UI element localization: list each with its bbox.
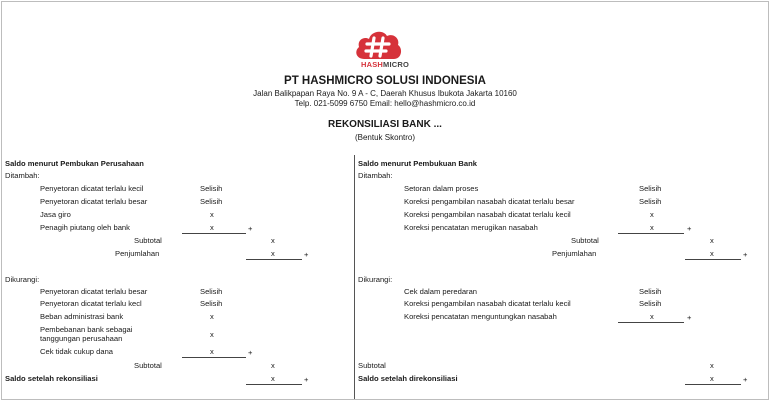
right-sub-item-label: Koreksi pencatatan menguntungkan nasabah [404,312,557,321]
left-add-item-value: Selisih [200,184,223,193]
left-final-value: x [271,374,275,383]
brand-hash: HASH [360,60,384,69]
left-subtotal-label: Subtotal [134,236,162,245]
right-sub-item-label: Koreksi pengambilan nasabah dicatat terlalu kecil [404,299,571,308]
brand-wordmark [344,60,426,69]
left-sub-item-label: tanggungan perusahaan [40,334,123,343]
left-subtotal2-value: x [271,361,275,370]
left-add-item-value: Selisih [200,197,223,206]
company-address: Jalan Balikpapan Raya No. 9 A - C, Daerah Khusus Ibukota Jakarta 10160 [253,89,517,98]
left-sub-item-value: Selisih [200,299,223,308]
left-sub-item-label: Penyetoran dicatat terlalu kecl [40,299,142,308]
left-add-item-label: Penyetoran dicatat terlalu kecil [40,184,144,193]
right-add-item-label: Koreksi pengambilan nasabah dicatat terlalu kecil [404,210,571,219]
company-contact: Telp. 021-5099 6750 Email: hello@hashmicro.co.id [294,99,476,108]
right-sum-value: x [710,249,714,258]
left-sub-item-label: Pembebanan bank sebagai [40,325,133,334]
right-final-value: x [710,374,714,383]
right-heading: Saldo menurut Pembukuan Bank [358,159,477,168]
left-sub-item-value: x [210,347,214,356]
right-sum-underline [685,259,741,260]
right-sub-plus: + [687,313,692,322]
brand-micro: MICRO [383,60,410,69]
left-sub-item-value: x [210,330,214,339]
left-add-item-value: x [210,210,214,219]
left-sum-label: Penjumlahan [115,249,160,258]
right-add-item-value: Selisih [639,184,662,193]
right-subtotal2-value: x [710,361,714,370]
left-sub-item-value: Selisih [200,287,223,296]
right-add-item-label: Koreksi pencatatan merugikan nasabah [404,223,538,232]
left-final-label: Saldo setelah rekonsiliasi [5,374,98,383]
column-divider [354,155,355,399]
right-final-label: Saldo setelah direkonsiliasi [358,374,458,383]
hashmicro-logo-icon [352,27,404,61]
right-add-item-value: x [650,223,654,232]
right-sub-item-label: Cek dalam peredaran [404,287,478,296]
left-add-item-label: Penyetoran dicatat terlalu besar [40,197,148,206]
right-add-label: Ditambah: [358,171,393,180]
right-sub-item-value: Selisih [639,299,662,308]
left-final-underline [246,384,302,385]
left-sub-item-label: Beban administrasi bank [40,312,124,321]
left-add-underline [182,233,246,234]
left-sub-item-label: Penyetoran dicatat terlalu besar [40,287,148,296]
left-subtotal2-label: Subtotal [134,361,162,370]
left-sub-underline [182,357,246,358]
right-final-plus: + [743,375,748,384]
right-add-item-label: Setoran dalam proses [404,184,479,193]
left-add-item-label: Jasa giro [40,210,71,219]
right-sub-item-value: x [650,312,654,321]
left-final-plus: + [304,375,309,384]
right-subtract-label: Dikurangi: [358,275,393,284]
right-add-plus: + [687,224,692,233]
right-sub-underline [618,322,684,323]
left-add-plus: + [248,224,253,233]
right-sum-label: Penjumlahan [552,249,597,258]
document-subtitle: (Bentuk Skontro) [354,133,416,142]
company-name: PT HASHMICRO SOLUSI INDONESIA [284,75,486,87]
left-heading: Saldo menurut Pembukan Perusahaan [5,159,144,168]
right-add-underline [618,233,684,234]
left-sub-plus: + [248,348,253,357]
left-subtract-label: Dikurangi: [5,275,40,284]
left-sum-underline [246,259,302,260]
right-final-underline [685,384,741,385]
left-add-item-value: x [210,223,214,232]
right-add-item-value: x [650,210,654,219]
right-subtotal-label: Subtotal [571,236,599,245]
right-add-item-label: Koreksi pengambilan nasabah dicatat terlalu besar [404,197,575,206]
right-sum-plus: + [743,250,748,259]
left-sum-value: x [271,249,275,258]
left-add-label: Ditambah: [5,171,40,180]
document-title: REKONSILIASI BANK ... [328,119,442,130]
left-subtotal-value: x [271,236,275,245]
left-sum-plus: + [304,250,309,259]
left-sub-item-value: x [210,312,214,321]
right-add-item-value: Selisih [639,197,662,206]
right-sub-item-value: Selisih [639,287,662,296]
right-subtotal-value: x [710,236,714,245]
left-add-item-label: Penagih piutang oleh bank [40,223,130,232]
left-sub-item-label: Cek tidak cukup dana [40,347,114,356]
right-subtotal2-label: Subtotal [358,361,386,370]
